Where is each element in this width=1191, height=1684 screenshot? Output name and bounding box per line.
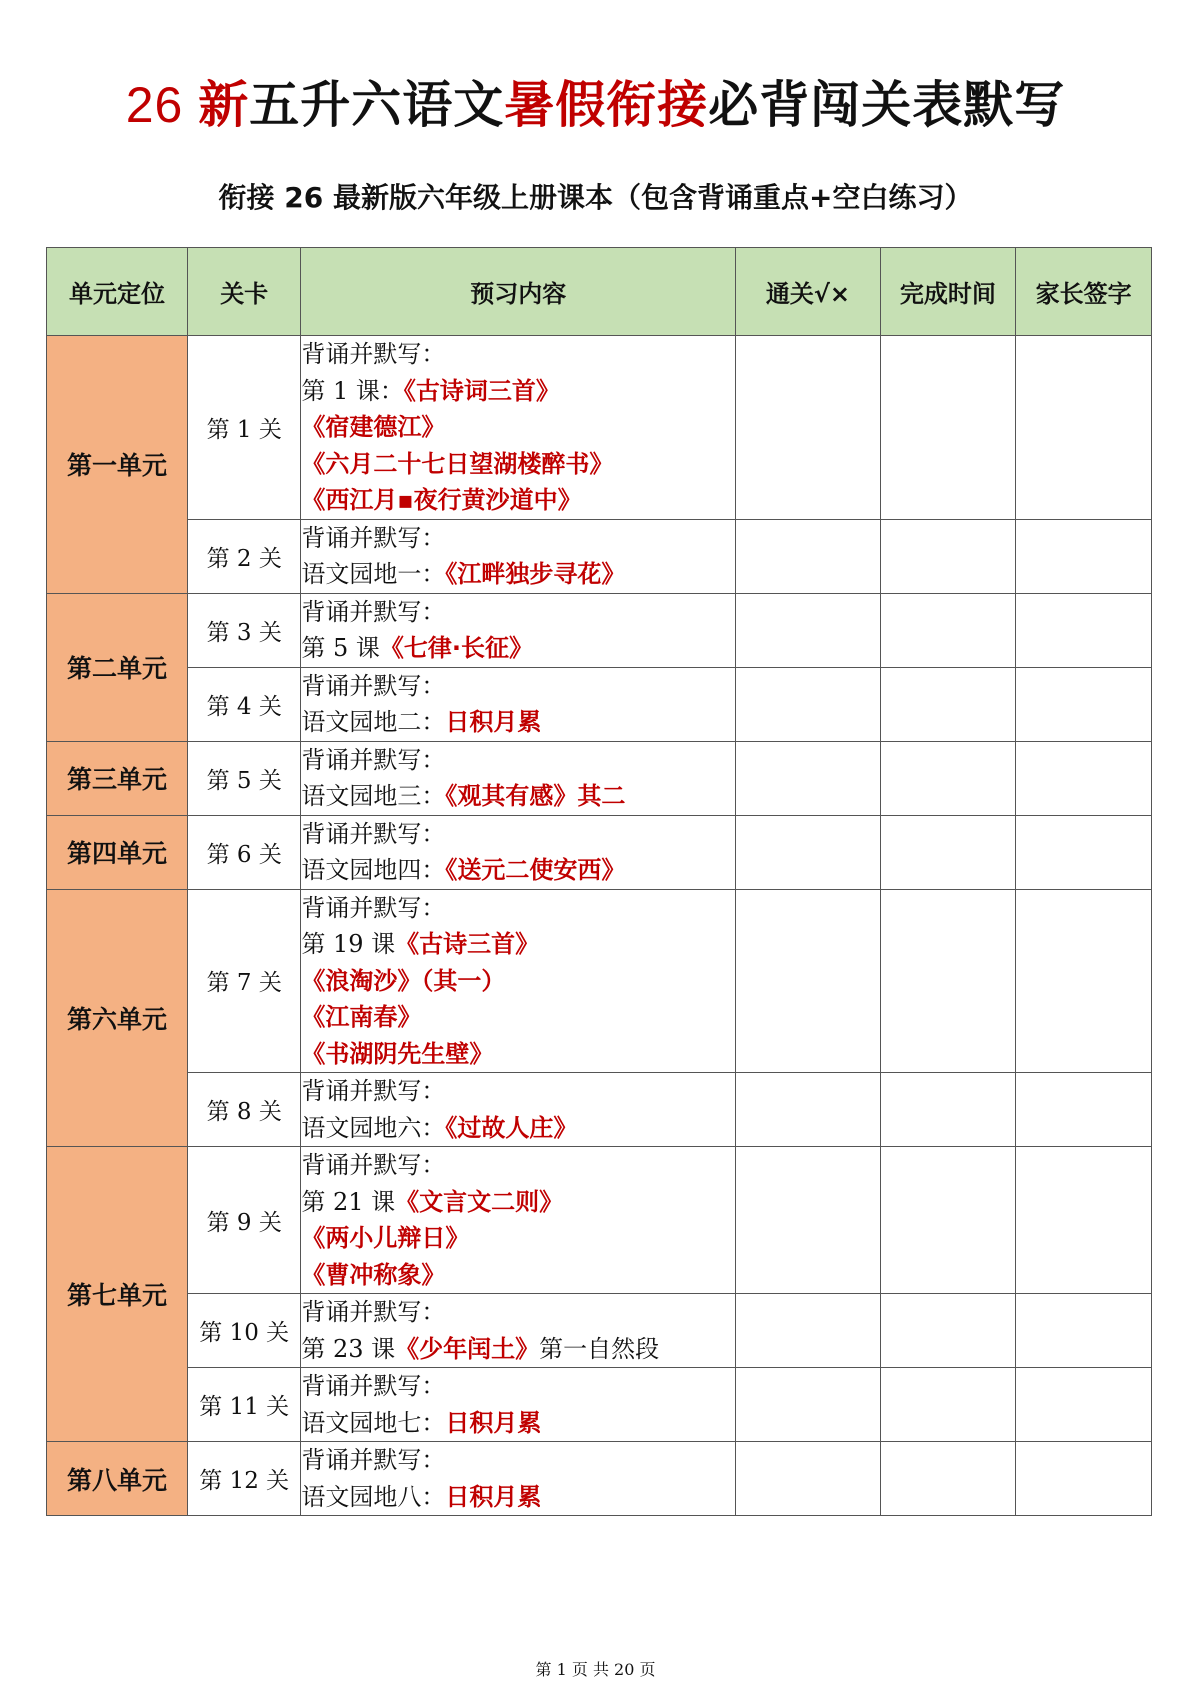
sign-cell[interactable] — [1016, 519, 1152, 593]
content-line — [301, 778, 735, 815]
content-heading: 背诵并默写： — [301, 523, 446, 552]
content-line — [301, 556, 735, 593]
content-highlight-text: 《两小儿辩日》 — [301, 1224, 470, 1252]
content-plain-text: 第 23 课 — [301, 1334, 396, 1363]
content-heading: 背诵并默写： — [301, 1298, 446, 1326]
level-cell: 第 7 关 — [188, 889, 301, 1073]
content-heading: 背诵并默写： — [301, 1077, 446, 1105]
table-row — [47, 1147, 1152, 1294]
table-row — [47, 741, 1152, 815]
title-rest: 必背闯关表默写 — [708, 76, 1066, 134]
sign-cell[interactable] — [1016, 889, 1152, 1073]
content-cell — [301, 667, 736, 741]
content-heading: 背诵并默写： — [301, 597, 446, 626]
time-cell[interactable] — [880, 1147, 1016, 1294]
content-cell — [301, 1442, 736, 1516]
table-row — [47, 1073, 1152, 1147]
content-highlight-text: 《江畔独步寻花》 — [445, 560, 626, 588]
content-line — [301, 926, 735, 963]
content-plain-text: 第 1 课： — [301, 376, 404, 405]
content-line — [301, 999, 735, 1036]
content-plain-text: 第 19 课 — [301, 930, 396, 958]
content-cell — [301, 1073, 736, 1147]
content-highlight-text: 《书湖阴先生壁》 — [301, 1039, 494, 1068]
unit-cell: 第三单元 — [47, 741, 188, 815]
time-cell[interactable] — [880, 1294, 1016, 1368]
level-cell: 第 8 关 — [188, 1073, 301, 1147]
title-highlight: 暑假衔接 — [504, 76, 709, 134]
content-cell — [301, 1368, 736, 1442]
pass-cell[interactable] — [736, 1368, 880, 1442]
time-cell[interactable] — [880, 1442, 1016, 1516]
content-line — [301, 1036, 735, 1073]
pass-cell[interactable] — [736, 1442, 880, 1516]
content-highlight-text: 《古诗词三首》 — [403, 376, 560, 405]
content-highlight-text: 日积月累 — [445, 708, 542, 736]
content-highlight-text: 《浪淘沙》（其一） — [301, 966, 506, 995]
unit-cell: 第一单元 — [47, 336, 188, 594]
content-plain-text: 语文园地一： — [301, 560, 446, 588]
pass-cell[interactable] — [736, 741, 880, 815]
content-plain-text: 语文园地八： — [301, 1482, 446, 1511]
level-cell: 第 10 关 — [188, 1294, 301, 1368]
content-highlight-text: 《宿建德江》 — [301, 413, 446, 441]
content-heading: 背诵并默写： — [301, 1446, 446, 1474]
table-row — [47, 889, 1152, 1073]
content-line — [301, 409, 735, 446]
page-footer: 第 1 页 共 20 页 — [535, 1660, 656, 1679]
sign-cell[interactable] — [1016, 1294, 1152, 1368]
content-line — [301, 1184, 735, 1221]
pass-cell[interactable] — [736, 667, 880, 741]
pass-cell[interactable] — [736, 336, 880, 520]
header-sign: 家长签字 — [1016, 248, 1152, 336]
content-line — [301, 482, 735, 519]
page-title — [0, 70, 1191, 140]
content-cell — [301, 336, 736, 520]
unit-cell: 第六单元 — [47, 889, 188, 1147]
content-plain-text: 第 5 课 — [301, 634, 380, 662]
content-plain-text: 语文园地六： — [301, 1113, 446, 1142]
title-new: 新 — [198, 76, 250, 134]
content-plain-text: 语文园地四： — [301, 856, 446, 884]
content-line — [301, 373, 735, 410]
content-highlight-text: 《观其有感》其二 — [445, 782, 626, 810]
content-highlight-text: 《过故人庄》 — [445, 1113, 578, 1142]
content-line — [301, 704, 735, 741]
content-cell — [301, 593, 736, 667]
content-line — [301, 1220, 735, 1257]
sign-cell[interactable] — [1016, 593, 1152, 667]
content-line — [301, 1110, 735, 1147]
content-highlight-text: 日积月累 — [445, 1482, 542, 1511]
level-cell: 第 5 关 — [188, 741, 301, 815]
content-highlight-text: 《曹冲称象》 — [301, 1260, 446, 1289]
content-cell — [301, 741, 736, 815]
pass-cell[interactable] — [736, 1294, 880, 1368]
pass-cell[interactable] — [736, 1073, 880, 1147]
sign-cell[interactable] — [1016, 1073, 1152, 1147]
content-cell — [301, 889, 736, 1073]
content-plain-text: 语文园地七： — [301, 1408, 446, 1437]
content-highlight-text: 《送元二使安西》 — [445, 856, 626, 884]
header-time: 完成时间 — [880, 248, 1016, 336]
sign-cell[interactable] — [1016, 1368, 1152, 1442]
content-line — [301, 446, 735, 483]
content-line — [301, 1405, 735, 1442]
content-line — [301, 852, 735, 889]
header-content: 预习内容 — [301, 248, 736, 336]
unit-cell: 第二单元 — [47, 593, 188, 741]
content-heading: 背诵并默写： — [301, 1151, 446, 1179]
header-pass: 通关√× — [736, 248, 880, 336]
page-subtitle: 衔接 26 最新版六年级上册课本（包含背诵重点+空白练习） — [218, 181, 973, 214]
time-cell[interactable] — [880, 519, 1016, 593]
content-heading: 背诵并默写： — [301, 819, 446, 848]
content-heading: 背诵并默写： — [301, 671, 446, 700]
level-cell: 第 3 关 — [188, 593, 301, 667]
table-row — [47, 336, 1152, 520]
sign-cell[interactable] — [1016, 1147, 1152, 1294]
time-cell[interactable] — [880, 336, 1016, 520]
content-line — [301, 1479, 735, 1516]
time-cell[interactable] — [880, 889, 1016, 1073]
sign-cell[interactable] — [1016, 741, 1152, 815]
content-cell — [301, 519, 736, 593]
table-row — [47, 593, 1152, 667]
level-cell: 第 9 关 — [188, 1147, 301, 1294]
content-highlight-text: 《古诗三首》 — [395, 930, 540, 958]
content-highlight-text: 《江南春》 — [301, 1003, 422, 1031]
level-cell: 第 6 关 — [188, 815, 301, 889]
table-row — [47, 1294, 1152, 1368]
time-cell[interactable] — [880, 1368, 1016, 1442]
table-row — [47, 519, 1152, 593]
table-header-row — [47, 248, 1152, 336]
content-heading: 背诵并默写： — [301, 893, 446, 922]
table-row — [47, 815, 1152, 889]
unit-cell: 第四单元 — [47, 815, 188, 889]
title-grade: 五升六语文 — [249, 76, 505, 134]
content-highlight-text: 《少年闰土》 — [395, 1334, 540, 1363]
level-cell: 第 1 关 — [188, 336, 301, 520]
checklist-table — [46, 247, 1152, 1516]
content-tail-text: 第一自然段 — [539, 1334, 660, 1363]
header-unit: 单元定位 — [47, 248, 188, 336]
time-cell[interactable] — [880, 667, 1016, 741]
pass-cell[interactable] — [736, 1147, 880, 1294]
content-line — [301, 963, 735, 1000]
content-heading: 背诵并默写： — [301, 340, 446, 368]
content-highlight-text: 《西江月▪夜行黄沙道中》 — [301, 486, 582, 514]
pass-cell[interactable] — [736, 519, 880, 593]
time-cell[interactable] — [880, 593, 1016, 667]
content-plain-text: 语文园地二： — [301, 708, 446, 736]
content-line — [301, 630, 735, 667]
level-cell: 第 4 关 — [188, 667, 301, 741]
time-cell[interactable] — [880, 741, 1016, 815]
content-cell — [301, 815, 736, 889]
content-line — [301, 1257, 735, 1294]
level-cell: 第 2 关 — [188, 519, 301, 593]
content-cell — [301, 1294, 736, 1368]
content-highlight-text: 《七律·长征》 — [379, 634, 533, 662]
header-level: 关卡 — [188, 248, 301, 336]
table-row — [47, 1442, 1152, 1516]
time-cell[interactable] — [880, 1073, 1016, 1147]
title-year: 26 — [125, 77, 199, 133]
unit-cell: 第七单元 — [47, 1147, 188, 1442]
pass-cell[interactable] — [736, 889, 880, 1073]
content-highlight-text: 《六月二十七日望湖楼醉书》 — [301, 449, 614, 478]
table-row — [47, 667, 1152, 741]
pass-cell[interactable] — [736, 593, 880, 667]
content-plain-text: 第 21 课 — [301, 1187, 396, 1216]
content-line — [301, 1331, 735, 1368]
content-heading: 背诵并默写： — [301, 745, 446, 774]
content-cell — [301, 1147, 736, 1294]
content-highlight-text: 《文言文二则》 — [395, 1187, 564, 1216]
sign-cell[interactable] — [1016, 667, 1152, 741]
sign-cell[interactable] — [1016, 815, 1152, 889]
level-cell: 第 12 关 — [188, 1442, 301, 1516]
level-cell: 第 11 关 — [188, 1368, 301, 1442]
table-row — [47, 1368, 1152, 1442]
sign-cell[interactable] — [1016, 336, 1152, 520]
content-highlight-text: 日积月累 — [445, 1408, 542, 1437]
time-cell[interactable] — [880, 815, 1016, 889]
pass-cell[interactable] — [736, 815, 880, 889]
content-heading: 背诵并默写： — [301, 1372, 446, 1400]
unit-cell: 第八单元 — [47, 1442, 188, 1516]
sign-cell[interactable] — [1016, 1442, 1152, 1516]
content-plain-text: 语文园地三： — [301, 782, 446, 810]
